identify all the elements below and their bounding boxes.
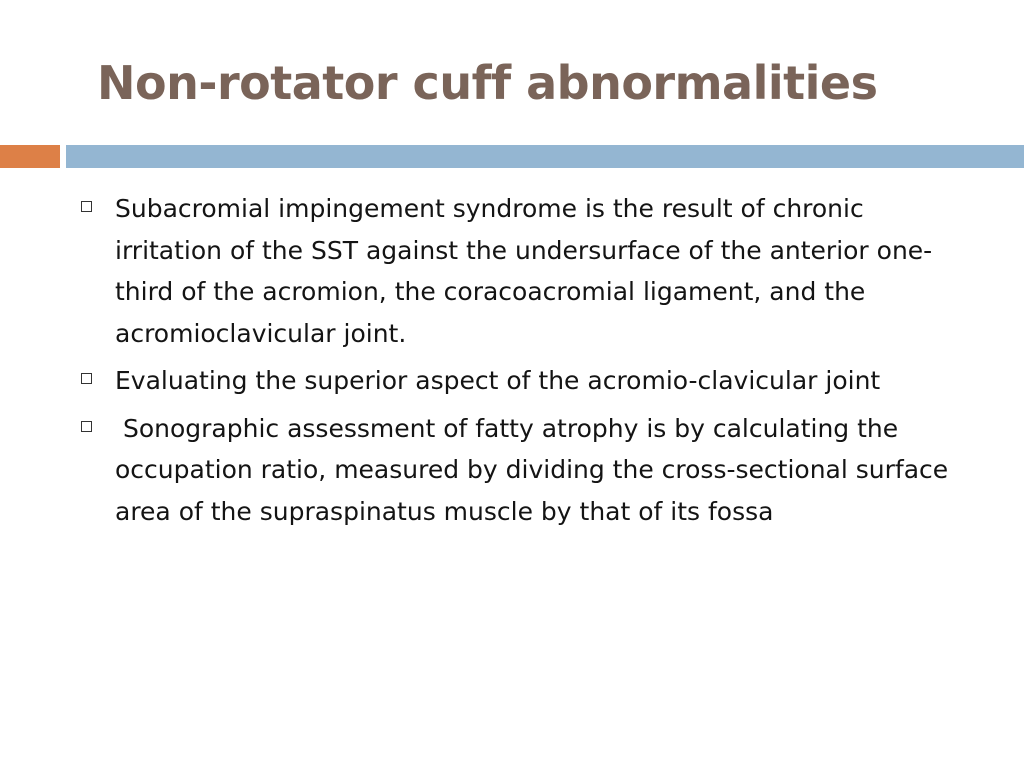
square-bullet-icon [81,201,92,212]
bullet-item [78,360,978,402]
bullet-list [78,188,978,538]
accent-bar-orange [0,145,60,168]
bullet-text: Evaluating the superior aspect of the acromio-clavicular joint [115,366,881,395]
accent-bar-blue [66,145,1024,168]
square-bullet-icon [81,421,92,432]
bullet-text: Subacromial impingement syndrome is the result of chronic irritation of the SST against the undersurface of the anterior one-third of the acromion, the coracoacromial ligament, and the acromioclavicular joint. [115,194,933,348]
square-bullet-icon [81,373,92,384]
bullet-text: Sonographic assessment of fatty atrophy is by calculating the occupation ratio, measured by dividing the cross-sectional surface area of the supraspinatus muscle by that of its fossa [115,413,957,526]
slide-title: Non-rotator cuff abnormalities [97,56,878,110]
bullet-item [78,188,978,354]
bullet-item [78,408,978,533]
